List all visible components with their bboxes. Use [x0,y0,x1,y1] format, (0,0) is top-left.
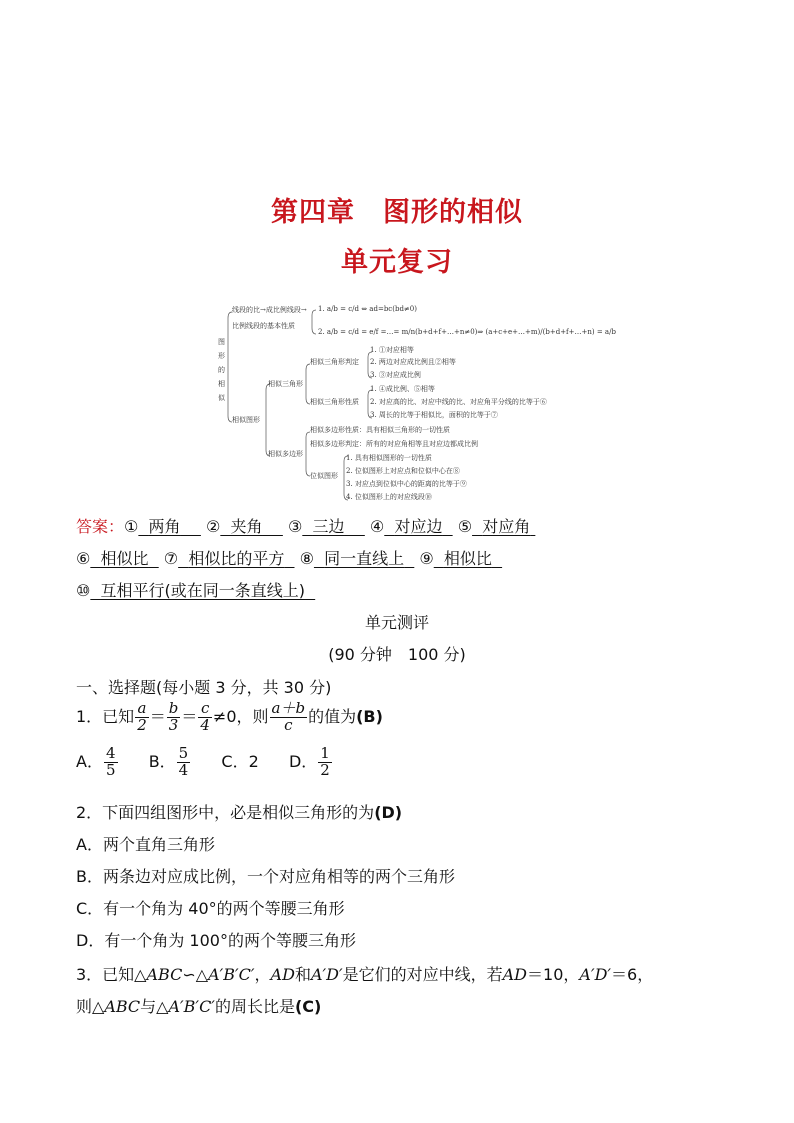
answer-blank: 相似比 [443,549,492,568]
answers-line-1 [76,514,535,537]
q2-answer: (D) [374,803,403,822]
knowledge-diagram [210,298,616,503]
fraction: $\frac{b}{3}$ [168,699,179,734]
fraction: $\frac{a}{2}$ [137,699,147,734]
question-1: 1．已知 $\frac{a}{2}$ ＝ $\frac{b}{3}$ ＝ $\frac{c}{4}$ ≠0，则 $\frac{a+b}{c}$ 的值为(B) [76,699,383,734]
option-a: A． [76,751,103,771]
segment-property-1: 1. a/b = c/d ⇔ ad=bc(bd≠0) [318,305,417,313]
homothety-figures: 位似图形 [310,472,338,480]
homothety-item: 3. 对应点到位似中心的距离的比等于⑨ [346,480,467,488]
homothety-item: 1. 具有相似图形的一切性质 [346,454,432,462]
segment-basic-property: 比例线段的基本性质 [232,322,295,330]
page-subtitle: 单元复习 [341,247,453,278]
answer-num: ⑥ [76,549,91,568]
answer-blank: 对应角 [482,517,531,536]
triangle-property-item: 2. 对应高的比、对应中线的比、对应角平分线的比等于⑥ [370,398,547,406]
triangle-judge: 相似三角形判定 [310,358,359,366]
answer-num: ② [205,517,221,536]
answer-num: ⑨ [419,549,434,568]
q2-option-c: C．有一个角为 40°的两个等腰三角形 [76,899,345,918]
root-char: 似 [218,394,225,402]
fraction: $\frac{5}{4}$ [178,744,189,779]
answers-line-3 [76,578,315,601]
answer-blank: 互相平行(或在同一条直线上) [100,581,306,600]
triangle-property: 相似三角形性质 [310,398,359,406]
q2-option-a: A．两个直角三角形 [76,835,215,854]
q2-option-b: B．两条边对应成比例，一个对应角相等的两个三角形 [76,867,455,886]
question-3-line-2: 则△ABC与△A′B′C′的周长比是(C) [76,997,322,1016]
answer-blank: 对应边 [394,517,443,536]
q1-prefix: 1．已知 [76,706,135,726]
triangle-property-item: 3. 周长的比等于相似比，面积的比等于⑦ [370,411,498,419]
triangle-judge-item: 1. ①对应相等 [370,346,414,354]
page-title: 第四章 图形的相似 [271,197,523,228]
homothety-item: 2. 位似图形上对应点和位似中心在⑧ [346,467,460,475]
triangle-property-item: 1. ④成比例、⑤相等 [370,385,435,393]
option-c: C．2 [221,751,259,771]
answers-label: 答案： [76,517,125,536]
option-d: D． [288,751,318,771]
fraction: $\frac{c}{4}$ [200,699,210,734]
answer-num: ⑦ [163,549,179,568]
section-1-heading: 一、选择题(每小题 3 分，共 30 分) [76,678,332,697]
similar-polygons: 相似多边形 [268,450,303,458]
fraction: $\frac{a+b}{c}$ [271,699,306,734]
q1-answer: (B) [356,706,383,726]
diagram-root [218,337,226,402]
segment-property-2: 2. a/b = c/d = e/f =…= m/n(b+d+f+…+n≠0)⇒ (a+c+e+…+m)/(b+d+f+…+n) = a/b [318,328,616,336]
q3-answer: (C) [294,997,322,1016]
polygon-item: 相似多边形判定：所有的对应角相等且对应边都成比例 [310,440,478,448]
fraction: $\frac{4}{5}$ [105,744,116,779]
answers-line-2 [76,546,502,569]
question-1-options [76,746,333,779]
answer-blank: 相似比的平方 [188,549,285,568]
polygon-item: 相似多边形性质：具有相似三角形的一切性质 [310,426,450,434]
answer-blank: 两角 [148,517,181,536]
answer-blank: 同一直线上 [324,549,405,568]
root-char: 的 [218,366,225,374]
test-time: (90 分钟 100 分) [328,645,466,664]
fraction: $\frac{1}{2}$ [320,744,330,779]
answer-num: ⑧ [299,549,314,568]
answer-num: ① [124,517,139,536]
root-char: 形 [218,352,225,360]
similar-figures: 相似图形 [232,416,260,424]
answer-num: ⑩ [76,581,91,600]
answer-blank: 相似比 [100,549,149,568]
triangle-judge-item: 3. ③对应成比例 [370,371,421,379]
similar-triangles: 相似三角形 [268,380,303,388]
answer-blank: 三边 [312,517,345,536]
answer-num: ③ [287,517,303,536]
question-3-line-1: 3．已知△ABC∽△A′B′C′，AD和A′D′是它们的对应中线，若AD＝10，A′D′＝6， [76,965,654,984]
root-char: 相 [218,380,225,388]
triangle-judge-item: 2. 两边对应成比例且②相等 [370,358,456,366]
option-b: B． [148,751,176,771]
test-heading: 单元测评 [364,613,429,632]
segment-ratio: 线段的比→成比例线段→ [232,306,307,314]
root-char: 图 [218,338,225,346]
answer-num: ④ [369,517,385,536]
q2-option-d: D．有一个角为 100°的两个等腰三角形 [76,931,356,950]
homothety-item: 4. 位似图形上的对应线段⑩ [346,493,432,501]
answer-num: ⑤ [457,517,473,536]
question-2: 2．下面四组图形中，必是相似三角形的为(D) [76,803,403,822]
answer-blank: 夹角 [230,517,263,536]
